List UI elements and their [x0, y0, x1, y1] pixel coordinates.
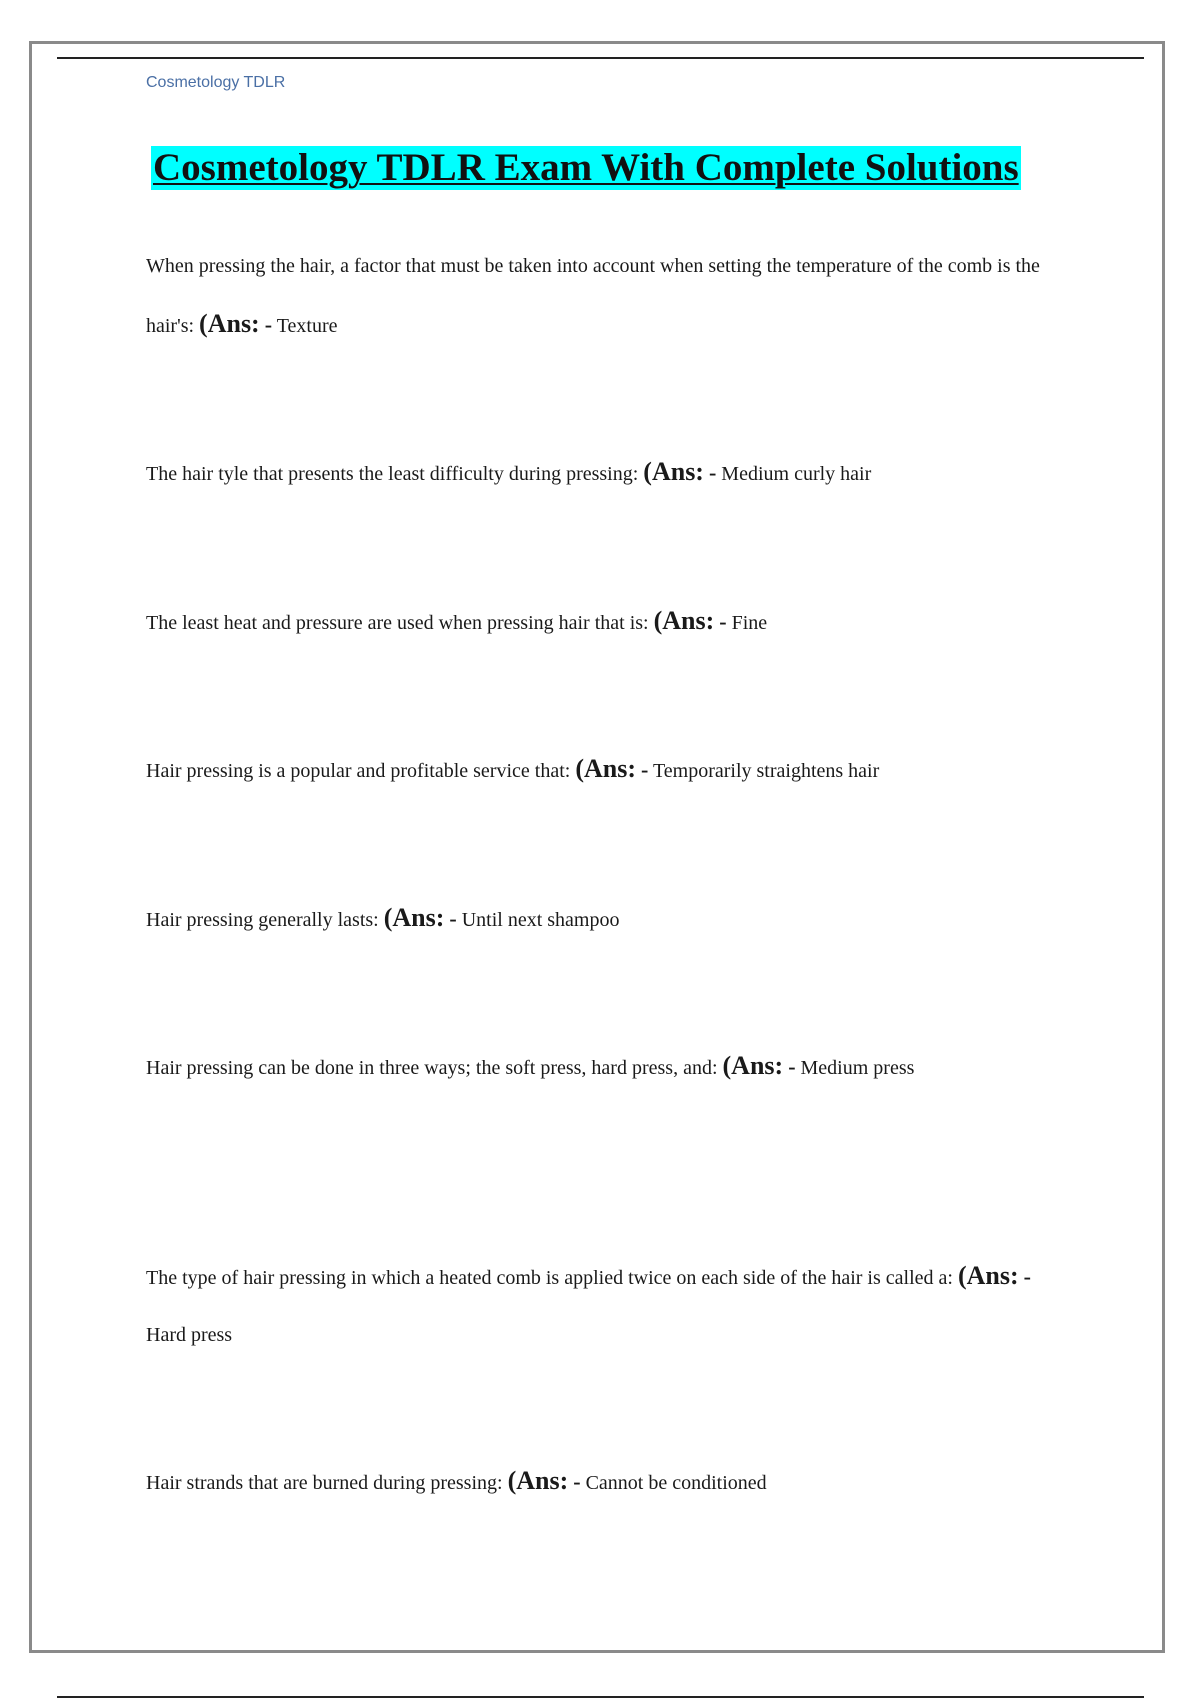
running-header: Cosmetology TDLR [146, 74, 286, 91]
qa-item [146, 1452, 1066, 1512]
answer-text: Cannot be conditioned [585, 1472, 767, 1494]
answer-dash: - [1023, 1264, 1031, 1289]
answer-marker: (Ans: [199, 309, 260, 338]
answer-text: Hard press [146, 1324, 233, 1346]
answer-dash: - [788, 1054, 796, 1079]
question-text: The type of hair pressing in which a heated comb is applied twice on each side of the hair is called a: [146, 1267, 953, 1289]
answer-text: Fine [731, 612, 768, 634]
answer-dash: - [640, 757, 649, 782]
answer-dash: - [719, 609, 727, 634]
answer-dash: - [264, 312, 273, 337]
footer-rule [57, 1696, 1144, 1698]
answer-marker: (Ans: [643, 457, 704, 486]
answer-marker: (Ans: [722, 1051, 784, 1080]
question-text: The least heat and pressure are used when pressing hair that is: [146, 612, 649, 634]
answer-text: Until next shampoo [461, 909, 620, 931]
answer-marker: (Ans: [575, 754, 636, 783]
qa-item [146, 1037, 1066, 1097]
qa-item [146, 238, 1066, 355]
answer-marker: (Ans: [507, 1466, 569, 1495]
question-text: Hair pressing can be done in three ways; the soft press, hard press, and: [146, 1057, 718, 1079]
question-text: When pressing the hair, a factor that must be taken into account when setting the temperature of the comb is the hair's: [146, 255, 1040, 337]
answer-text: Medium curly hair [721, 463, 872, 485]
answer-marker: (Ans: [653, 606, 715, 635]
header-rule [57, 57, 1144, 59]
qa-item [146, 592, 1066, 652]
qa-item [146, 1247, 1066, 1364]
answer-text: Medium press [800, 1057, 915, 1079]
document-title: Cosmetology TDLR Exam With Complete Solutions [153, 146, 1019, 189]
qa-item [146, 740, 1066, 800]
answer-text: Texture [276, 315, 338, 337]
answer-text: Temporarily straightens hair [652, 760, 880, 782]
answer-dash: - [708, 460, 717, 485]
answer-marker: (Ans: [957, 1261, 1019, 1290]
answer-dash: - [449, 906, 457, 931]
qa-item [146, 889, 1066, 949]
answer-dash: - [573, 1469, 581, 1494]
question-text: Hair pressing generally lasts: [146, 909, 379, 931]
qa-item [146, 443, 1066, 503]
question-text: The hair tyle that presents the least difficulty during pressing: [146, 463, 639, 485]
question-text: Hair strands that are burned during pressing: [146, 1472, 503, 1494]
answer-marker: (Ans: [383, 903, 445, 932]
question-text: Hair pressing is a popular and profitable service that: [146, 760, 571, 782]
